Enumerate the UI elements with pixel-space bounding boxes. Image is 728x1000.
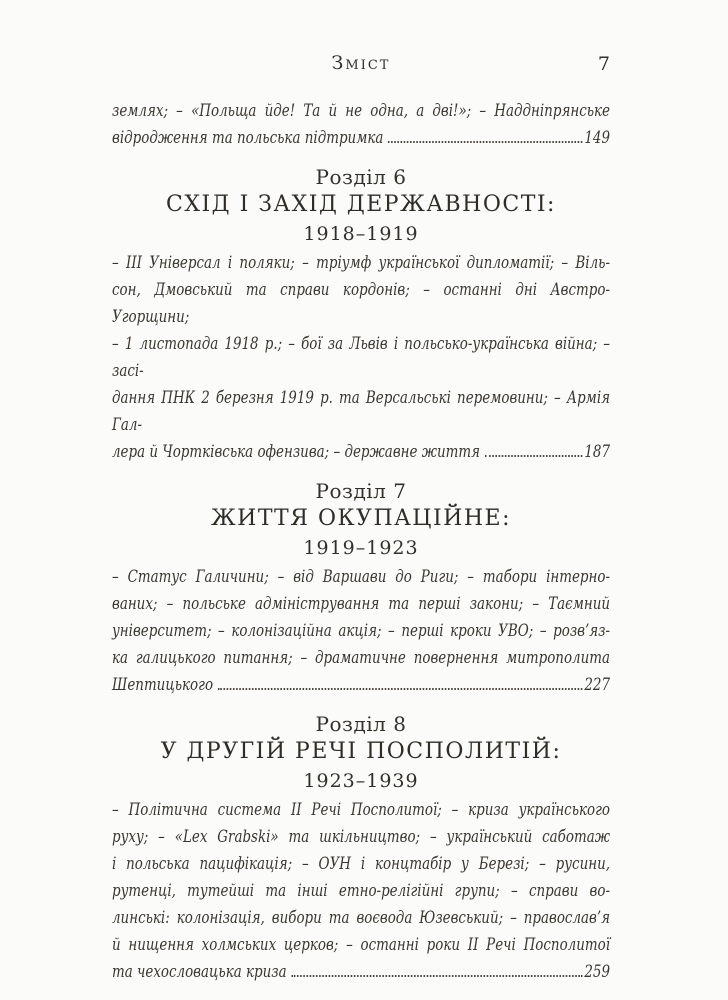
toc-line-text: лера й Чортківська офензива; – державне життя xyxy=(112,442,481,462)
toc-line: університет; – колонізаційна акція; – перші кроки УВО; – розв’яз- xyxy=(112,621,611,641)
toc-line-last xyxy=(112,672,610,699)
page-title: Зміст xyxy=(331,52,391,74)
chapter-years: 1919–1923 xyxy=(303,537,419,559)
dot-leader xyxy=(218,688,582,690)
toc-line: дання ПНК 2 березня 1919 р. та Версальські перемовини; – Армія Гал- xyxy=(112,388,611,435)
chapter-years: 1918–1919 xyxy=(303,223,419,245)
toc-line-text: Шептицького xyxy=(112,675,214,695)
dot-leader xyxy=(485,455,582,457)
toc-entry-continuation xyxy=(112,98,610,152)
toc-page-ref: 187 xyxy=(584,442,611,462)
toc-line-last xyxy=(112,959,610,986)
toc-line: руху; – «Lex Grabski» та шкільництво; – український саботаж xyxy=(112,827,611,847)
toc-page-ref: 149 xyxy=(584,128,611,148)
toc-line-last xyxy=(112,439,610,466)
chapter-summary xyxy=(112,250,610,466)
toc-line-text: відродження та польська підтримка xyxy=(112,128,384,148)
dot-leader xyxy=(388,141,582,143)
toc-line: ка галицького питання; – драматичне повернення митрополита xyxy=(112,648,611,668)
toc-page-ref: 259 xyxy=(584,962,611,982)
chapter-summary xyxy=(112,564,610,699)
toc-line: й нищення холмських церков; – останні роки ІІ Речі Посполитої xyxy=(112,935,611,955)
running-header xyxy=(112,52,610,78)
toc-line: і польська пацифікація; – ОУН і концтабір у Березі; – русини, xyxy=(112,854,611,874)
toc-chapter-8 xyxy=(112,711,610,986)
chapter-summary xyxy=(112,797,610,986)
toc-line: – Статус Галичини; – від Варшави до Риги; – табори інтерно- xyxy=(112,567,611,587)
toc-line: рутенці, тутейші та інші етно-релігійні групи; – справи во- xyxy=(112,881,611,901)
toc-chapter-7 xyxy=(112,478,610,699)
toc-line: ваних; – польське адміністрування та перші закони; – Таємний xyxy=(112,594,611,614)
toc-line: – ІІІ Універсал і поляки; – тріумф української дипломатії; – Віль- xyxy=(112,253,611,273)
toc-line-last xyxy=(112,125,610,152)
toc-line: – Політична система ІІ Речі Посполитої; – криза українського xyxy=(112,800,611,820)
toc-line: линські: колонізація, вибори та воєвода Юзевський; – православ’я xyxy=(112,908,611,928)
chapter-label: Розділ 6 xyxy=(315,165,407,189)
chapter-label: Розділ 7 xyxy=(315,479,407,503)
chapter-title: У ДРУГІЙ РЕЧІ ПОСПОЛИТІЙ: xyxy=(160,739,562,764)
toc-line: сон, Дмовський та справи кордонів; – останні дні Австро-Угорщини; xyxy=(112,280,611,327)
chapter-title: ЖИТТЯ ОКУПАЦІЙНЕ: xyxy=(210,506,512,531)
toc-line: – 1 листопада 1918 р.; – бої за Львів і польсько-українська війна; – засі- xyxy=(112,334,611,381)
page-number: 7 xyxy=(597,53,610,75)
chapter-title: СХІД І ЗАХІД ДЕРЖАВНОСТІ: xyxy=(166,192,556,217)
toc-chapter-6 xyxy=(112,164,610,466)
toc-page-ref: 227 xyxy=(584,675,611,695)
toc-line: землях; – «Польща йде! Та й не одна, а дві!»; – Наддніпрянське xyxy=(112,101,611,121)
chapter-years: 1923–1939 xyxy=(303,770,419,792)
dot-leader xyxy=(291,975,582,977)
chapter-label: Розділ 8 xyxy=(315,712,407,736)
toc-line-text: та чехословацька криза xyxy=(112,962,287,982)
